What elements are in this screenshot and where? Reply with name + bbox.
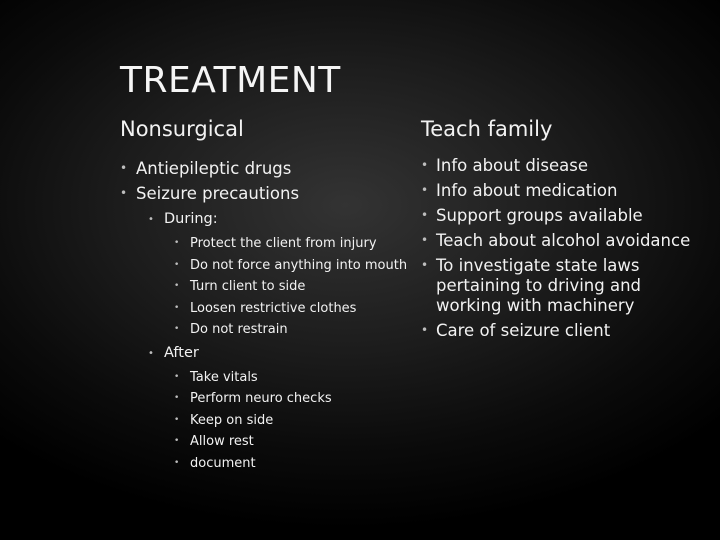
- sublist-item-label: After: [164, 344, 199, 361]
- list-item: [174, 431, 410, 453]
- list-item-label: Seizure precautions: [136, 184, 300, 203]
- bullet-icon: •: [174, 324, 180, 334]
- nonsurgical-list: [120, 156, 410, 474]
- list-item: [421, 321, 706, 341]
- bullet-icon: •: [174, 371, 180, 382]
- list-item-label: Antiepileptic drugs: [136, 159, 292, 178]
- right-column: [421, 116, 706, 346]
- bullet-icon: •: [421, 183, 429, 197]
- sublist-item-label: During:: [164, 211, 218, 227]
- list-item: [421, 181, 706, 201]
- list-item: [421, 156, 706, 176]
- list-item: [174, 255, 410, 277]
- list-item: [174, 410, 410, 432]
- list-item: [421, 231, 706, 251]
- list-item-label: Teach about alcohol avoidance: [436, 231, 691, 250]
- list-item-label: Info about disease: [436, 156, 588, 175]
- bullet-icon: •: [148, 214, 154, 225]
- bullet-icon: •: [174, 436, 180, 446]
- bullet-icon: •: [174, 281, 180, 291]
- left-column: [120, 116, 410, 476]
- list-item: [174, 233, 410, 255]
- bullet-icon: •: [174, 457, 180, 468]
- list-item: [174, 276, 410, 298]
- sublist-item-after: [148, 343, 410, 475]
- bullet-icon: •: [174, 414, 180, 425]
- precautions-sublist: [148, 209, 410, 474]
- teach-family-list: [421, 156, 706, 341]
- list-item-label: Do not restrain: [190, 322, 288, 337]
- list-item: [120, 156, 410, 181]
- list-item: [174, 388, 410, 410]
- slide-title: TREATMENT: [120, 60, 341, 101]
- list-item: [174, 319, 410, 341]
- bullet-icon: •: [174, 393, 180, 403]
- list-item: [174, 298, 410, 320]
- list-item-label: Do not force anything into mouth: [190, 257, 408, 273]
- bullet-icon: •: [421, 233, 429, 247]
- list-item-label: Care of seizure client: [436, 321, 611, 340]
- bullet-icon: •: [421, 258, 429, 272]
- sublist-item-during: [148, 209, 410, 341]
- list-item: [120, 181, 410, 474]
- bullet-icon: •: [174, 259, 180, 270]
- list-item-label: Perform neuro checks: [190, 391, 332, 406]
- bullet-icon: •: [120, 161, 128, 175]
- bullet-icon: •: [421, 208, 429, 222]
- bullet-icon: •: [148, 347, 154, 359]
- during-steps-list: [174, 233, 410, 341]
- list-item: [421, 256, 706, 316]
- list-item-label: document: [190, 455, 256, 471]
- bullet-icon: •: [421, 323, 429, 337]
- left-column-heading: Nonsurgical: [120, 117, 244, 141]
- list-item-label: Loosen restrictive clothes: [190, 300, 357, 316]
- right-column-heading: Teach family: [421, 117, 553, 141]
- list-item-label: Protect the client from injury: [190, 236, 377, 251]
- list-item-label: Take vitals: [190, 369, 258, 385]
- list-item-label: To investigate state laws pertaining to driving and working with machinery: [436, 256, 642, 315]
- list-item: [174, 367, 410, 389]
- bullet-icon: •: [421, 158, 429, 172]
- after-steps-list: [174, 367, 410, 475]
- list-item-label: Support groups available: [436, 206, 643, 225]
- bullet-icon: •: [120, 186, 128, 200]
- list-item-label: Info about medication: [436, 181, 618, 200]
- bullet-icon: •: [174, 302, 180, 313]
- list-item-label: Keep on side: [190, 412, 274, 428]
- list-item-label: Turn client to side: [190, 279, 306, 294]
- list-item-label: Allow rest: [190, 434, 254, 449]
- bullet-icon: •: [174, 238, 180, 248]
- list-item: [421, 206, 706, 226]
- list-item: [174, 453, 410, 475]
